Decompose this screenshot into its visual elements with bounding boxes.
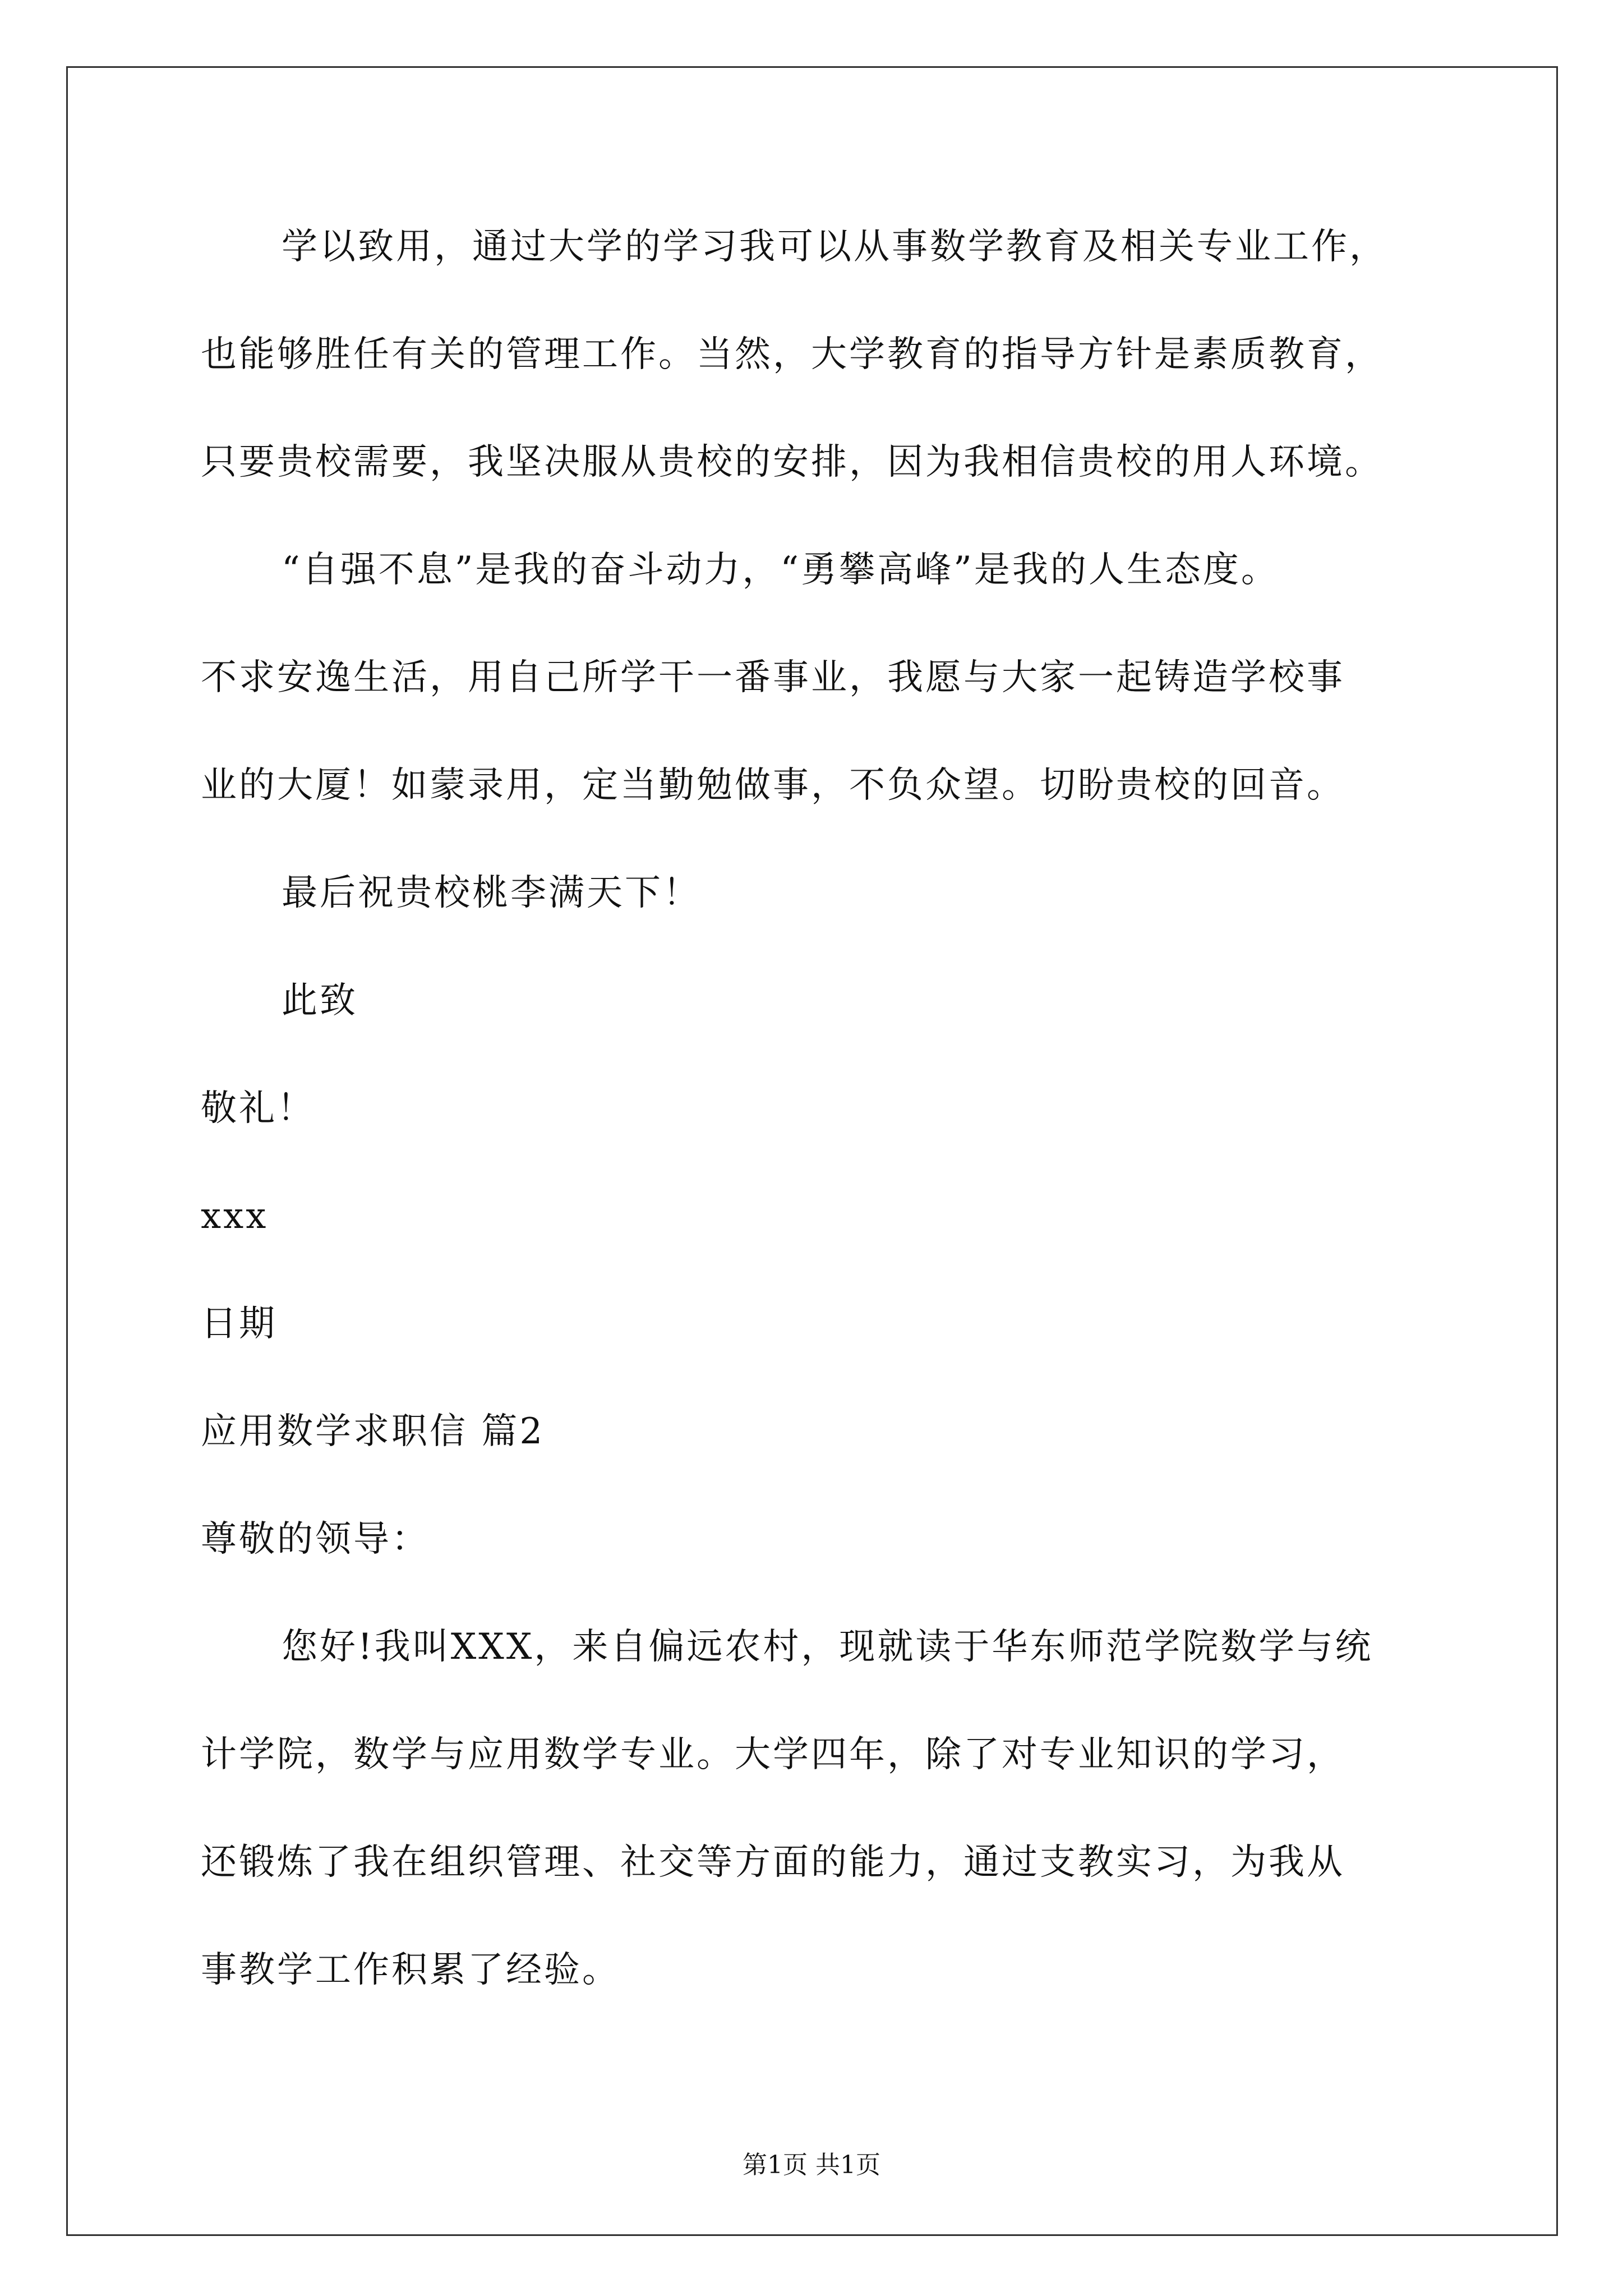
section-title: 应用数学求职信 篇2	[201, 1411, 545, 1452]
paragraph-line: 您好!我叫XXX，来自偏远农村，现就读于华东师范学院数学与统	[282, 1626, 1373, 1668]
paragraph-line: 不求安逸生活，用自己所学干一番事业，我愿与大家一起铸造学校事	[201, 657, 1345, 698]
paragraph-line: 只要贵校需要，我坚决服从贵校的安排，因为我相信贵校的用人环境。	[201, 441, 1383, 483]
paragraph-line: “自强不息”是我的奋斗动力，“勇攀高峰”是我的人生态度。	[282, 549, 1279, 591]
salutation-jingli: 敬礼！	[201, 1088, 315, 1129]
paragraph-line: 学以致用，通过大学的学习我可以从事数学教育及相关专业工作，	[282, 226, 1387, 268]
signature-name: xxx	[201, 1195, 269, 1237]
paragraph-line: 事教学工作积累了经验。	[201, 1949, 620, 1991]
paragraph-line: 也能够胜任有关的管理工作。当然，大学教育的指导方针是素质教育，	[201, 334, 1383, 375]
page-footer: 第1页 共1页	[743, 2151, 880, 2179]
paragraph-line: 计学院，数学与应用数学专业。大学四年，除了对专业知识的学习，	[201, 1734, 1345, 1775]
paragraph-line: 业的大厦！如蒙录用，定当勤勉做事，不负众望。切盼贵校的回音。	[201, 765, 1345, 806]
greeting: 尊敬的领导：	[201, 1519, 430, 1560]
salutation-cizhi: 此致	[282, 980, 358, 1022]
signature-date: 日期	[201, 1303, 277, 1345]
paragraph-line: 还锻炼了我在组织管理、社交等方面的能力，通过支教实习，为我从	[201, 1842, 1345, 1883]
document-body	[201, 213, 1479, 2044]
closing-wish: 最后祝贵校桃李满天下！	[282, 872, 701, 914]
